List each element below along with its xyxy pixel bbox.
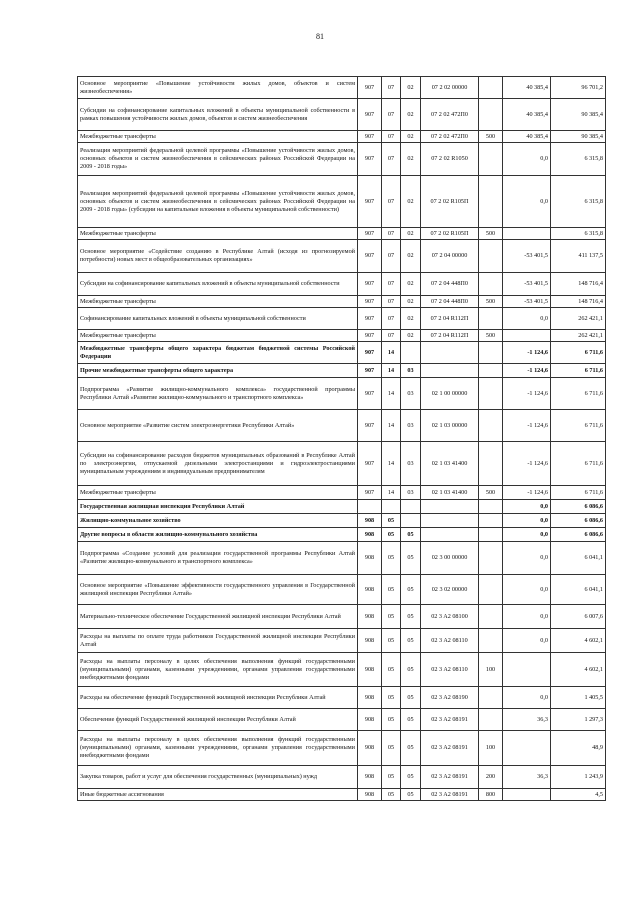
subsection-code-cell: [401, 342, 421, 364]
total-amount-cell: 6 315,8: [551, 143, 606, 176]
section-code-cell: 05: [382, 629, 401, 653]
change-amount-cell: [503, 330, 551, 342]
section-code-cell: 07: [382, 176, 401, 228]
row-name-cell: Расходы на выплаты персоналу в целях обеспечения выполнения функций государственными (муниципальными) органами, казенными учреждениями, органами управления государственными внебюджетными фондами: [78, 653, 358, 687]
table-row: [78, 308, 606, 330]
row-name-cell: Иные бюджетные ассигнования: [78, 789, 358, 801]
total-amount-cell: 6 041,1: [551, 542, 606, 575]
total-amount-cell: 6 711,6: [551, 410, 606, 442]
subsection-code-cell: [401, 500, 421, 514]
target-article-cell: 02 3 A2 08191: [421, 731, 479, 766]
expense-type-cell: [479, 542, 503, 575]
expense-type-cell: [479, 629, 503, 653]
section-code-cell: 05: [382, 605, 401, 629]
section-code-cell: 07: [382, 330, 401, 342]
total-amount-cell: 6 711,6: [551, 442, 606, 486]
gr-code-cell: 907: [358, 442, 382, 486]
change-amount-cell: 0,0: [503, 575, 551, 605]
row-name-cell: Основное мероприятие «Повышение устойчивости жилых домов, объектов и систем жизнеобеспечения»: [78, 77, 358, 99]
total-amount-cell: 148 716,4: [551, 273, 606, 296]
expense-type-cell: [479, 143, 503, 176]
target-article-cell: 07 2 02 472П0: [421, 131, 479, 143]
subsection-code-cell: 02: [401, 99, 421, 131]
table-row: [78, 486, 606, 500]
target-article-cell: 07 2 02 472П0: [421, 99, 479, 131]
gr-code-cell: [358, 500, 382, 514]
gr-code-cell: 908: [358, 629, 382, 653]
subsection-code-cell: 05: [401, 653, 421, 687]
target-article-cell: 07 2 02 00000: [421, 77, 479, 99]
target-article-cell: 07 2 04 448П0: [421, 273, 479, 296]
total-amount-cell: 6 007,6: [551, 605, 606, 629]
table-row: [78, 528, 606, 542]
section-code-cell: 05: [382, 653, 401, 687]
change-amount-cell: -1 124,6: [503, 364, 551, 378]
gr-code-cell: 907: [358, 378, 382, 410]
row-name-cell: Расходы на обеспечение функций Государственной жилищной инспекции Республики Алтай: [78, 687, 358, 709]
table-row: [78, 143, 606, 176]
table-row: [78, 330, 606, 342]
section-code-cell: 07: [382, 99, 401, 131]
subsection-code-cell: 05: [401, 629, 421, 653]
row-name-cell: Межбюджетные трансферты общего характера бюджетам бюджетной системы Российской Федерации: [78, 342, 358, 364]
change-amount-cell: 0,0: [503, 629, 551, 653]
subsection-code-cell: 03: [401, 486, 421, 500]
row-name-cell: Межбюджетные трансферты: [78, 296, 358, 308]
change-amount-cell: [503, 789, 551, 801]
change-amount-cell: [503, 731, 551, 766]
target-article-cell: 07 2 02 R105П: [421, 228, 479, 240]
subsection-code-cell: 05: [401, 605, 421, 629]
table-row: [78, 709, 606, 731]
gr-code-cell: 907: [358, 296, 382, 308]
change-amount-cell: [503, 653, 551, 687]
expense-type-cell: 500: [479, 330, 503, 342]
table-row: [78, 131, 606, 143]
table-row: [78, 605, 606, 629]
total-amount-cell: 4 602,1: [551, 653, 606, 687]
expense-type-cell: 500: [479, 228, 503, 240]
row-name-cell: Расходы на выплаты по оплате труда работников Государственной жилищной инспекции Республики Алтай: [78, 629, 358, 653]
gr-code-cell: 907: [358, 176, 382, 228]
expense-type-cell: [479, 442, 503, 486]
section-code-cell: 14: [382, 410, 401, 442]
change-amount-cell: 36,3: [503, 766, 551, 789]
table-row: [78, 575, 606, 605]
gr-code-cell: 907: [358, 330, 382, 342]
total-amount-cell: 48,9: [551, 731, 606, 766]
gr-code-cell: 907: [358, 273, 382, 296]
subsection-code-cell: 02: [401, 330, 421, 342]
table-row: [78, 378, 606, 410]
target-article-cell: 02 3 A2 08191: [421, 766, 479, 789]
gr-code-cell: 907: [358, 228, 382, 240]
row-name-cell: Закупка товаров, работ и услуг для обеспечения государственных (муниципальных) нужд: [78, 766, 358, 789]
table-row: [78, 240, 606, 273]
expense-type-cell: 100: [479, 731, 503, 766]
gr-code-cell: 908: [358, 766, 382, 789]
section-code-cell: 05: [382, 766, 401, 789]
section-code-cell: 05: [382, 687, 401, 709]
section-code-cell: 14: [382, 486, 401, 500]
expense-type-cell: [479, 605, 503, 629]
target-article-cell: 02 1 00 00000: [421, 378, 479, 410]
target-article-cell: 07 2 04 448П0: [421, 296, 479, 308]
subsection-code-cell: 05: [401, 542, 421, 575]
expense-type-cell: 500: [479, 131, 503, 143]
target-article-cell: [421, 342, 479, 364]
total-amount-cell: 6 086,6: [551, 500, 606, 514]
section-code-cell: 05: [382, 709, 401, 731]
row-name-cell: Софинансирование капитальных вложений в объекты муниципальной собственности: [78, 308, 358, 330]
change-amount-cell: -1 124,6: [503, 378, 551, 410]
section-code-cell: 07: [382, 273, 401, 296]
total-amount-cell: 90 385,4: [551, 99, 606, 131]
total-amount-cell: 1 297,3: [551, 709, 606, 731]
total-amount-cell: 411 137,5: [551, 240, 606, 273]
subsection-code-cell: 02: [401, 176, 421, 228]
change-amount-cell: -1 124,6: [503, 486, 551, 500]
table-row: [78, 653, 606, 687]
change-amount-cell: 0,0: [503, 528, 551, 542]
section-code-cell: [382, 500, 401, 514]
total-amount-cell: 6 711,6: [551, 364, 606, 378]
subsection-code-cell: 02: [401, 308, 421, 330]
subsection-code-cell: 03: [401, 442, 421, 486]
change-amount-cell: 40 385,4: [503, 77, 551, 99]
subsection-code-cell: 05: [401, 766, 421, 789]
gr-code-cell: 907: [358, 342, 382, 364]
change-amount-cell: -53 401,5: [503, 296, 551, 308]
subsection-code-cell: 05: [401, 789, 421, 801]
expense-type-cell: [479, 528, 503, 542]
section-code-cell: 07: [382, 228, 401, 240]
target-article-cell: [421, 500, 479, 514]
section-code-cell: 07: [382, 308, 401, 330]
row-name-cell: Основное мероприятие «Содействие созданию в Республике Алтай (исходя из прогнозируемой потребности) новых мест в общеобразовательных организациях»: [78, 240, 358, 273]
section-code-cell: 05: [382, 542, 401, 575]
change-amount-cell: 36,3: [503, 709, 551, 731]
page-number: 81: [316, 32, 324, 41]
expense-type-cell: [479, 687, 503, 709]
row-name-cell: Основное мероприятие «Повышение эффективности государственного управления в Государственной жилищной инспекции Республики Алтай»: [78, 575, 358, 605]
gr-code-cell: 907: [358, 131, 382, 143]
section-code-cell: 05: [382, 731, 401, 766]
row-name-cell: Прочие межбюджетные трансферты общего характера: [78, 364, 358, 378]
table-row: [78, 99, 606, 131]
section-code-cell: 14: [382, 378, 401, 410]
gr-code-cell: 908: [358, 653, 382, 687]
expense-type-cell: [479, 240, 503, 273]
section-code-cell: 14: [382, 364, 401, 378]
subsection-code-cell: 03: [401, 378, 421, 410]
subsection-code-cell: 02: [401, 143, 421, 176]
target-article-cell: 02 3 A2 08100: [421, 605, 479, 629]
subsection-code-cell: 03: [401, 410, 421, 442]
expense-type-cell: [479, 308, 503, 330]
change-amount-cell: 0,0: [503, 514, 551, 528]
subsection-code-cell: 02: [401, 228, 421, 240]
row-name-cell: Реализация мероприятий федеральной целевой программы «Повышение устойчивости жилых домов, основных объектов и систем жизнеобеспечения в сейсмических районах Российской Федерации на 2009 - 2018 годы» (субсидии на капитальные вложения в объекты муниципальной собственности): [78, 176, 358, 228]
section-code-cell: 07: [382, 143, 401, 176]
target-article-cell: 02 3 A2 08191: [421, 709, 479, 731]
total-amount-cell: 262 421,1: [551, 308, 606, 330]
expense-type-cell: [479, 500, 503, 514]
gr-code-cell: 907: [358, 486, 382, 500]
gr-code-cell: 907: [358, 99, 382, 131]
gr-code-cell: 908: [358, 514, 382, 528]
expense-type-cell: [479, 514, 503, 528]
target-article-cell: [421, 528, 479, 542]
table-row: [78, 296, 606, 308]
gr-code-cell: 908: [358, 542, 382, 575]
row-name-cell: Реализация мероприятий федеральной целевой программы «Повышение устойчивости жилых домов, основных объектов и систем жизнеобеспечения в сейсмических районах Российской Федерации на 2009 - 2018 годы»: [78, 143, 358, 176]
table-row: [78, 687, 606, 709]
expense-type-cell: [479, 342, 503, 364]
change-amount-cell: 0,0: [503, 687, 551, 709]
expense-type-cell: [479, 176, 503, 228]
gr-code-cell: 908: [358, 789, 382, 801]
target-article-cell: 02 1 03 00000: [421, 410, 479, 442]
expense-type-cell: [479, 709, 503, 731]
total-amount-cell: 148 716,4: [551, 296, 606, 308]
table-row: [78, 342, 606, 364]
target-article-cell: [421, 364, 479, 378]
change-amount-cell: 0,0: [503, 605, 551, 629]
row-name-cell: Жилищно-коммунальное хозяйство: [78, 514, 358, 528]
table-row: [78, 629, 606, 653]
subsection-code-cell: 02: [401, 296, 421, 308]
gr-code-cell: 907: [358, 77, 382, 99]
row-name-cell: Расходы на выплаты персоналу в целях обеспечения выполнения функций государственными (муниципальными) органами, казенными учреждениями, органами управления государственными внебюджетными фондами: [78, 731, 358, 766]
row-name-cell: Подпрограмма «Развитие жилищно-коммунального комплекса» государственной программы Республики Алтай «Развитие жилищно-коммунального и транспортного комплекса»: [78, 378, 358, 410]
subsection-code-cell: 05: [401, 731, 421, 766]
total-amount-cell: 6 086,6: [551, 514, 606, 528]
expense-type-cell: [479, 99, 503, 131]
row-name-cell: Другие вопросы в области жилищно-коммунального хозяйства: [78, 528, 358, 542]
row-name-cell: Обеспечение функций Государственной жилищной инспекции Республики Алтай: [78, 709, 358, 731]
table-row: [78, 766, 606, 789]
gr-code-cell: 908: [358, 575, 382, 605]
total-amount-cell: 6 086,6: [551, 528, 606, 542]
table-body: [78, 77, 606, 801]
total-amount-cell: 6 315,8: [551, 228, 606, 240]
row-name-cell: Межбюджетные трансферты: [78, 486, 358, 500]
gr-code-cell: 907: [358, 143, 382, 176]
target-article-cell: 02 3 A2 08110: [421, 653, 479, 687]
change-amount-cell: 40 385,4: [503, 99, 551, 131]
change-amount-cell: 0,0: [503, 500, 551, 514]
table-row: [78, 789, 606, 801]
row-name-cell: Основное мероприятие «Развитие систем электроэнергетики Республики Алтай»: [78, 410, 358, 442]
subsection-code-cell: [401, 514, 421, 528]
expense-type-cell: [479, 273, 503, 296]
total-amount-cell: 96 701,2: [551, 77, 606, 99]
section-code-cell: 05: [382, 514, 401, 528]
table-row: [78, 176, 606, 228]
expense-type-cell: 100: [479, 653, 503, 687]
section-code-cell: 07: [382, 240, 401, 273]
subsection-code-cell: 05: [401, 687, 421, 709]
total-amount-cell: 6 711,6: [551, 342, 606, 364]
gr-code-cell: 907: [358, 364, 382, 378]
expense-type-cell: [479, 77, 503, 99]
row-name-cell: Субсидии на софинансирование капитальных вложений в объекты муниципальной собственности: [78, 273, 358, 296]
row-name-cell: Подпрограмма «Создание условий для реализации государственной программы Республики Алтай «Развитие жилищно-коммунального и транспортного комплекса»: [78, 542, 358, 575]
subsection-code-cell: 05: [401, 709, 421, 731]
change-amount-cell: 0,0: [503, 176, 551, 228]
expense-type-cell: [479, 378, 503, 410]
section-code-cell: 14: [382, 442, 401, 486]
expense-type-cell: 800: [479, 789, 503, 801]
section-code-cell: 07: [382, 77, 401, 99]
total-amount-cell: 1 405,5: [551, 687, 606, 709]
target-article-cell: 02 3 A2 08191: [421, 789, 479, 801]
row-name-cell: Государственная жилищная инспекция Республики Алтай: [78, 500, 358, 514]
total-amount-cell: 6 711,6: [551, 378, 606, 410]
table-row: [78, 77, 606, 99]
table-row: [78, 364, 606, 378]
table-row: [78, 228, 606, 240]
expense-type-cell: [479, 575, 503, 605]
section-code-cell: 07: [382, 131, 401, 143]
row-name-cell: Межбюджетные трансферты: [78, 131, 358, 143]
change-amount-cell: -1 124,6: [503, 342, 551, 364]
change-amount-cell: [503, 228, 551, 240]
expense-type-cell: [479, 410, 503, 442]
gr-code-cell: 908: [358, 528, 382, 542]
target-article-cell: 07 2 04 00000: [421, 240, 479, 273]
total-amount-cell: 6 041,1: [551, 575, 606, 605]
total-amount-cell: 90 385,4: [551, 131, 606, 143]
target-article-cell: 02 3 00 00000: [421, 542, 479, 575]
subsection-code-cell: 03: [401, 364, 421, 378]
change-amount-cell: -53 401,5: [503, 273, 551, 296]
expense-type-cell: [479, 364, 503, 378]
subsection-code-cell: 02: [401, 240, 421, 273]
expense-type-cell: 200: [479, 766, 503, 789]
target-article-cell: 07 2 02 R105П: [421, 176, 479, 228]
change-amount-cell: 40 385,4: [503, 131, 551, 143]
table-row: [78, 731, 606, 766]
subsection-code-cell: 05: [401, 528, 421, 542]
target-article-cell: 02 1 03 41400: [421, 442, 479, 486]
row-name-cell: Межбюджетные трансферты: [78, 228, 358, 240]
change-amount-cell: 0,0: [503, 308, 551, 330]
gr-code-cell: 908: [358, 709, 382, 731]
target-article-cell: 02 3 A2 08110: [421, 629, 479, 653]
change-amount-cell: -1 124,6: [503, 410, 551, 442]
section-code-cell: 14: [382, 342, 401, 364]
change-amount-cell: -53 401,5: [503, 240, 551, 273]
table-row: [78, 410, 606, 442]
target-article-cell: 02 3 02 00000: [421, 575, 479, 605]
target-article-cell: [421, 514, 479, 528]
total-amount-cell: 4,5: [551, 789, 606, 801]
section-code-cell: 05: [382, 789, 401, 801]
expense-type-cell: 500: [479, 296, 503, 308]
change-amount-cell: 0,0: [503, 542, 551, 575]
total-amount-cell: 4 602,1: [551, 629, 606, 653]
target-article-cell: 07 2 04 R112П: [421, 308, 479, 330]
change-amount-cell: 0,0: [503, 143, 551, 176]
target-article-cell: 07 2 02 R1050: [421, 143, 479, 176]
change-amount-cell: -1 124,6: [503, 442, 551, 486]
subsection-code-cell: 05: [401, 575, 421, 605]
total-amount-cell: 262 421,1: [551, 330, 606, 342]
gr-code-cell: 908: [358, 731, 382, 766]
table-row: [78, 442, 606, 486]
total-amount-cell: 6 315,8: [551, 176, 606, 228]
expense-type-cell: 500: [479, 486, 503, 500]
subsection-code-cell: 02: [401, 77, 421, 99]
table-row: [78, 500, 606, 514]
gr-code-cell: 907: [358, 308, 382, 330]
subsection-code-cell: 02: [401, 273, 421, 296]
section-code-cell: 05: [382, 575, 401, 605]
row-name-cell: Субсидии на софинансирование капитальных вложений в объекты муниципальной собственности в рамках повышения устойчивости жилых домов, объектов и систем жизнеобеспечения: [78, 99, 358, 131]
target-article-cell: 02 1 03 41400: [421, 486, 479, 500]
table-row: [78, 273, 606, 296]
table-row: [78, 542, 606, 575]
target-article-cell: 02 3 A2 08190: [421, 687, 479, 709]
target-article-cell: 07 2 04 R112П: [421, 330, 479, 342]
total-amount-cell: 1 243,9: [551, 766, 606, 789]
gr-code-cell: 907: [358, 410, 382, 442]
gr-code-cell: 907: [358, 240, 382, 273]
row-name-cell: Межбюджетные трансферты: [78, 330, 358, 342]
budget-table: [77, 76, 606, 801]
section-code-cell: 07: [382, 296, 401, 308]
table-row: [78, 514, 606, 528]
subsection-code-cell: 02: [401, 131, 421, 143]
section-code-cell: 05: [382, 528, 401, 542]
row-name-cell: Материально-техническое обеспечение Государственной жилищной инспекции Республики Алтай: [78, 605, 358, 629]
total-amount-cell: 6 711,6: [551, 486, 606, 500]
row-name-cell: Субсидии на софинансирование расходов бюджетов муниципальных образований в Республике Алтай по электроэнергии, отпускаемой дизельными электростанциями и гидроэлектростанциями муниципальным учреждениям и индивидуальным предпринимателям: [78, 442, 358, 486]
gr-code-cell: 908: [358, 605, 382, 629]
gr-code-cell: 908: [358, 687, 382, 709]
